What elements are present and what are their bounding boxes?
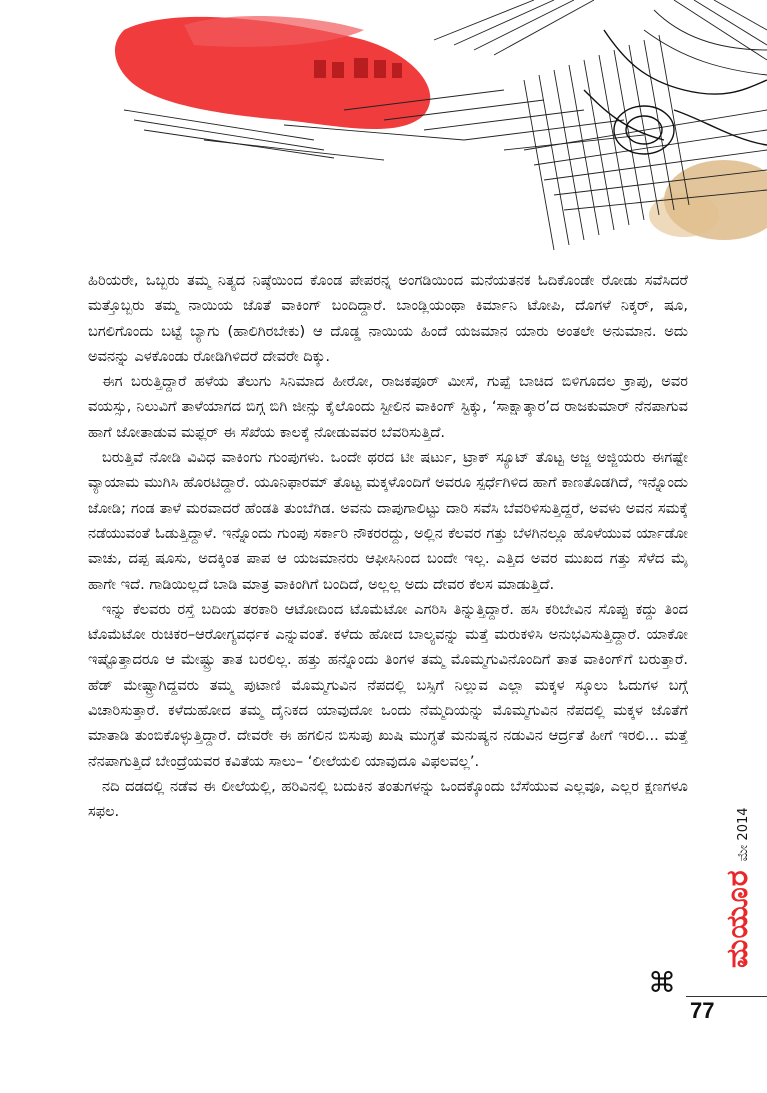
paragraph-3: ಬರುತ್ತಿವೆ ನೋಡಿ ವಿವಿಧ ವಾಕಿಂಗು ಗುಂಪುಗಳು. ಒಂದೇ ಥರದ ಟೀ ಷರ್ಟು, ಟ್ರಾಕ್ ಸ್ಯೂಟ್ ತೊಟ್ಟ ಅಜ್ಜ ಅಜ್ಜಿಯರು ಈಗಷ್ಟೇ ವ್ಯಾಯಾಮ ಮುಗಿಸಿ ಹೊರಟಿದ್ದಾರೆ. ಯೂನಿಫಾರಮ್ ತೊಟ್ಟ ಮಕ್ಕಳೊಂದಿಗೆ ಅವರೂ ಸ್ಪರ್ಧೆಗಿಳಿದ ಹಾಗೆ ಕಾಣತೊಡಗಿದೆ, ಇನ್ನೊಂದು ಜೋಡಿ; ಗಂಡ ತಾಳೆ ಮರವಾದರೆ ಹೆಂಡತಿ ತುಂಬೆಗಿಡ. ಅವನು ದಾಪುಗಾಲಿಟ್ಟು ದಾರಿ ಸವೆಸಿ ಬೆವರಿಳಿಸುತ್ತಿದ್ದರೆ, ಅವಳು ಅವನ ಸಮಕ್ಕೆ ನಡೆಯುವಂತೆ ಓಡುತ್ತಿದ್ದಾಳೆ. ಇನ್ನೊಂದು ಗುಂಪು ಸರ್ಕಾರಿ ನೌಕರರದ್ದು, ಅಲ್ಲಿನ ಕೆಲವರ ಗತ್ತು ಬೆಳಗಿನಲ್ಲೂ ಹೊಳೆಯುವ ರ್ಯಾಡೋ ವಾಚು, ದಪ್ಪ ಷೂಸು, ಅದಕ್ಕಿಂತ ಪಾಪ ಆ ಯಜಮಾನರು ಆಫೀಸಿನಿಂದ ಬಂದೇ ಇಲ್ಲ. ಎತ್ತಿದ ಅವರ ಮುಖದ ಗತ್ತು ಸೆಳೆದ ಮೈ ಹಾಗೇ ಇದೆ. ಗಾಡಿಯಿಲ್ಲದೆ ಬಾಡಿ ಮಾತ್ರ ವಾಕಿಂಗಿಗೆ ಬಂದಿದೆ, ಅಲ್ಲಲ್ಲ ಅದು ದೇವರ ಕೆಲಸ ಮಾಡುತ್ತಿದೆ. [88,449,688,593]
paragraph-1: ಹಿರಿಯರೇ, ಒಬ್ಬರು ತಮ್ಮ ನಿತ್ಯದ ನಿಷ್ಠೆಯಿಂದ ಕೊಂಡ ಪೇಪರನ್ನ ಅಂಗಡಿಯಿಂದ ಮನೆಯತನಕ ಓದಿಕೊಂಡೇ ರೋಡು ಸವೆಸಿದರೆ ಮತ್ತೊಬ್ಬರು ತಮ್ಮ ನಾಯಿಯ ಜೊತೆ ವಾಕಿಂಗ್ ಬಂದಿದ್ದಾರೆ. ಬಾಂಡ್ಲಿಯಂಥಾ ಕಿರ್ಮಾನಿ ಟೋಪಿ, ದೊಗಳೆ ನಿಕ್ಕರ್, ಷೂ, ಬಗಲಿಗೊಂದು ಬಟ್ಟೆ ಬ್ಯಾಗು (ಹಾಲಿಗಿರಬೇಕು) ಆ ದೊಡ್ಡ ನಾಯಿಯ ಹಿಂದೆ ಯಜಮಾನ ಯಾರು ಅಂತಲೇ ಅನುಮಾನ. ಅದು ಅವನನ್ನು ಎಳಕೊಂಡು ರೋಡಿಗಿಳಿದರೆ ದೇವರೇ ದಿಕ್ಕು. [88,272,688,365]
sketch-artwork [84,0,767,262]
footer-divider [686,996,767,997]
header-illustration [84,0,767,262]
magazine-masthead [690,807,755,978]
masthead-rotated [720,807,755,968]
article-body [88,268,688,825]
end-of-article-icon: ⌘ [648,966,676,999]
issue-date: ಮೇ 2014 [736,807,751,862]
paragraph-4: ಇನ್ನು ಕೆಲವರು ರಸ್ತೆ ಬದಿಯ ತರಕಾರಿ ಆಟೋದಿಂದ ಟೊಮೆಟೋ ಎಗರಿಸಿ ತಿನ್ನುತ್ತಿದ್ದಾರೆ. ಹಸಿ ಕರಿಬೇವಿನ ಸೊಪ್ಪು ಕದ್ದು ತಿಂದ ಟೊಮೆಟೋ ರುಚಿಕರ–ಆರೋಗ್ಯವರ್ಧಕ ಎನ್ನುವಂತೆ. ಕಳೆದು ಹೋದ ಬಾಲ್ಯವನ್ನು ಮತ್ತೆ ಮರುಕಳಿಸಿ ಅನುಭವಿಸುತ್ತಿದ್ದಾರೆ. ಯಾಕೋ ಇಷ್ಟೊತ್ತಾದರೂ ಆ ಮೇಷ್ಟ್ರು ತಾತ ಬರಲಿಲ್ಲ. ಹತ್ತು ಹನ್ನೊಂದು ತಿಂಗಳ ತಮ್ಮ ಮೊಮ್ಮಗುವಿನೊಂದಿಗೆ ತಾತ ವಾಕಿಂಗ್‌ಗೆ ಬರುತ್ತಾರೆ. ಹೆಡ್ ಮೇಷ್ಟ್ರಾಗಿದ್ದವರು ತಮ್ಮ ಪುಟಾಣಿ ಮೊಮ್ಮಗುವಿನ ನೆಪದಲ್ಲಿ ಬಸ್ಸಿಗೆ ನಿಲ್ಲುವ ಎಲ್ಲಾ ಮಕ್ಕಳ ಸ್ಕೂಲು ಓದುಗಳ ಬಗ್ಗೆ ವಿಚಾರಿಸುತ್ತಾರೆ. ಕಳೆದುಹೋದ ತಮ್ಮ ದೈನಿಕದ ಯಾವುದೋ ಒಂದು ನೆಮ್ಮದಿಯನ್ನು ಮೊಮ್ಮಗುವಿನ ನೆಪದಲ್ಲಿ ಮಕ್ಕಳ ಜೊತೆಗೆ ಮಾತಾಡಿ ತುಂಬಿಕೊಳ್ಳುತ್ತಿದ್ದಾರೆ. ದೇವರೇ ಈ ಹಗಲಿನ ಬಿಸುಪು ಖುಷಿ ಮುಗ್ಧತೆ ಮನುಷ್ಯನ ನಡುವಿನ ಆರ್ದ್ರತೆ ಹೀಗೆ ಇರಲಿ... ಮತ್ತೆ ನೆನಪಾಗುತ್ತಿದೆ ಬೇಂದ್ರೆಯವರ ಕವಿತೆಯ ಸಾಲು– ‘ಲೀಲೆಯಲಿ ಯಾವುದೂ ವಿಫಲವಲ್ಲ’. [88,600,688,770]
paragraph-5: ನದಿ ದಡದಲ್ಲಿ ನಡೆವ ಈ ಲೀಲೆಯಲ್ಲಿ, ಹರಿವಿನಲ್ಲಿ ಬದುಕಿನ ತಂತುಗಳನ್ನು ಒಂದಕ್ಕೊಂದು ಬೆಸೆಯುವ ಎಲ್ಲವೂ, ಎಲ್ಲರ ಕ್ಷಣಗಳೂ ಸಫಲ. [88,777,688,821]
page-number: 77 [690,998,715,1023]
magazine-name: ಮಯೂರ [720,869,755,968]
paragraph-2: ಈಗ ಬರುತ್ತಿದ್ದಾರೆ ಹಳೆಯ ತೆಲುಗು ಸಿನಿಮಾದ ಹೀರೋ, ರಾಜಕಪೂರ್ ಮೀಸೆ, ಗುಪ್ಪೆ ಬಾಚಿದ ಬಿಳಿಗೂದಲ ಕ್ರಾಪು, ಅವರ ವಯಸ್ಸು, ನಿಲುವಿಗೆ ತಾಳೆಯಾಗದ ಬಿಗ್ಗ ಬಿಗಿ ಜೀನ್ಸು ಕೈಲೊಂದು ಸ್ಟೀಲಿನ ವಾಕಿಂಗ್ ಸ್ಟಿಕ್ಕು, ‘ಸಾಕ್ಷಾತ್ಕಾರ’ದ ರಾಜಕುಮಾರ್ ನೆನಪಾಗುವ ಹಾಗೆ ಜೋತಾಡುವ ಮಫ್ಲರ್ ಈ ಸೆಖೆಯ ಕಾಲಕ್ಕೆ ನೋಡುವವರ ಬೆವರಿಸುತ್ತಿದೆ. [88,373,688,441]
